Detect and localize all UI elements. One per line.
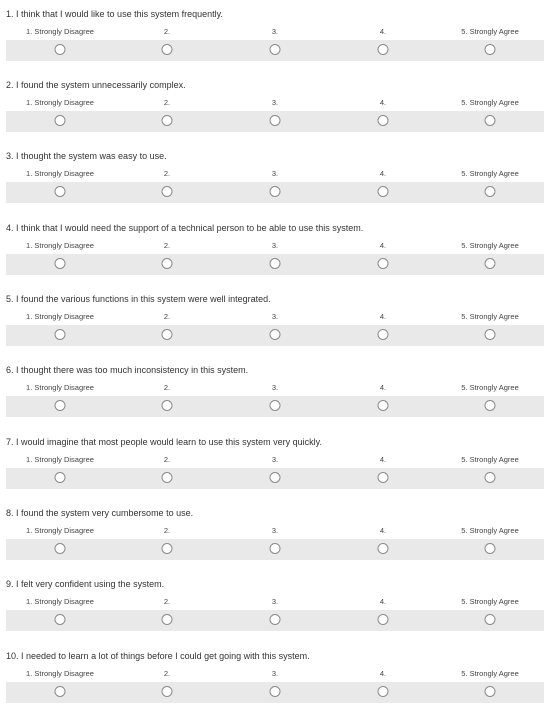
radio-row	[6, 539, 544, 560]
scale-labels	[0, 597, 550, 609]
radio-option-5[interactable]	[485, 44, 496, 55]
radio-option-4[interactable]	[378, 686, 389, 697]
radio-row	[6, 610, 544, 631]
question-block	[0, 364, 550, 428]
radio-option-5[interactable]	[485, 258, 496, 269]
radio-option-3[interactable]	[270, 44, 281, 55]
scale-label: 2.	[163, 526, 171, 535]
radio-option-2[interactable]	[162, 258, 173, 269]
scale-label: 1. Strongly Disagree	[26, 383, 94, 392]
radio-option-1[interactable]	[55, 686, 66, 697]
radio-option-5[interactable]	[485, 472, 496, 483]
scale-label: 2.	[163, 312, 171, 321]
radio-option-2[interactable]	[162, 614, 173, 625]
scale-label: 4.	[379, 597, 387, 606]
radio-option-1[interactable]	[55, 186, 66, 197]
radio-option-3[interactable]	[270, 186, 281, 197]
radio-option-5[interactable]	[485, 686, 496, 697]
radio-option-1[interactable]	[55, 115, 66, 126]
question-block	[0, 79, 550, 143]
radio-option-2[interactable]	[162, 400, 173, 411]
scale-labels	[0, 669, 550, 681]
scale-label: 1. Strongly Disagree	[26, 98, 94, 107]
scale-labels	[0, 98, 550, 110]
scale-label: 4.	[379, 27, 387, 36]
scale-label: 4.	[379, 526, 387, 535]
radio-option-5[interactable]	[485, 614, 496, 625]
question-block	[0, 650, 550, 714]
radio-option-3[interactable]	[270, 472, 281, 483]
question-text: 5. I found the various functions in this system were well integrated.	[6, 294, 271, 304]
scale-label: 3.	[271, 383, 279, 392]
radio-row	[6, 254, 544, 275]
scale-label: 3.	[271, 455, 279, 464]
scale-label: 5. Strongly Agree	[461, 27, 519, 36]
question-block	[0, 8, 550, 72]
scale-label: 1. Strongly Disagree	[26, 455, 94, 464]
scale-label: 3.	[271, 526, 279, 535]
scale-label: 2.	[163, 669, 171, 678]
question-text: 8. I found the system very cumbersome to use.	[6, 508, 194, 518]
scale-label: 2.	[163, 169, 171, 178]
radio-option-1[interactable]	[55, 329, 66, 340]
scale-label: 5. Strongly Agree	[461, 526, 519, 535]
radio-option-4[interactable]	[378, 186, 389, 197]
scale-label: 2.	[163, 98, 171, 107]
scale-label: 4.	[379, 669, 387, 678]
radio-option-3[interactable]	[270, 614, 281, 625]
radio-option-2[interactable]	[162, 115, 173, 126]
radio-option-1[interactable]	[55, 258, 66, 269]
radio-option-1[interactable]	[55, 614, 66, 625]
radio-row	[6, 682, 544, 703]
scale-label: 4.	[379, 169, 387, 178]
radio-row	[6, 40, 544, 61]
scale-label: 1. Strongly Disagree	[26, 312, 94, 321]
radio-option-4[interactable]	[378, 614, 389, 625]
scale-labels	[0, 169, 550, 181]
scale-label: 4.	[379, 98, 387, 107]
question-text: 3. I thought the system was easy to use.	[6, 151, 167, 161]
scale-label: 2.	[163, 383, 171, 392]
radio-option-3[interactable]	[270, 400, 281, 411]
scale-label: 2.	[163, 597, 171, 606]
scale-label: 1. Strongly Disagree	[26, 27, 94, 36]
question-block	[0, 222, 550, 286]
scale-label: 4.	[379, 383, 387, 392]
radio-option-1[interactable]	[55, 44, 66, 55]
scale-label: 1. Strongly Disagree	[26, 597, 94, 606]
question-block	[0, 507, 550, 571]
scale-label: 1. Strongly Disagree	[26, 169, 94, 178]
radio-row	[6, 396, 544, 417]
scale-label: 5. Strongly Agree	[461, 669, 519, 678]
radio-option-2[interactable]	[162, 543, 173, 554]
radio-option-1[interactable]	[55, 472, 66, 483]
radio-option-5[interactable]	[485, 115, 496, 126]
question-block	[0, 293, 550, 357]
radio-option-5[interactable]	[485, 400, 496, 411]
scale-labels	[0, 455, 550, 467]
scale-label: 3.	[271, 169, 279, 178]
scale-label: 5. Strongly Agree	[461, 169, 519, 178]
radio-option-4[interactable]	[378, 400, 389, 411]
scale-label: 4.	[379, 241, 387, 250]
radio-option-4[interactable]	[378, 44, 389, 55]
radio-option-4[interactable]	[378, 115, 389, 126]
scale-label: 4.	[379, 312, 387, 321]
question-text: 7. I would imagine that most people would learn to use this system very quickly.	[6, 437, 322, 447]
scale-label: 3.	[271, 27, 279, 36]
radio-option-4[interactable]	[378, 329, 389, 340]
scale-label: 5. Strongly Agree	[461, 98, 519, 107]
scale-label: 3.	[271, 597, 279, 606]
scale-label: 5. Strongly Agree	[461, 383, 519, 392]
question-text: 10. I needed to learn a lot of things before I could get going with this system.	[6, 651, 310, 661]
radio-option-3[interactable]	[270, 543, 281, 554]
scale-label: 5. Strongly Agree	[461, 312, 519, 321]
radio-option-2[interactable]	[162, 472, 173, 483]
radio-option-3[interactable]	[270, 329, 281, 340]
scale-label: 5. Strongly Agree	[461, 597, 519, 606]
radio-option-5[interactable]	[485, 543, 496, 554]
scale-label: 4.	[379, 455, 387, 464]
radio-row	[6, 182, 544, 203]
scale-label: 3.	[271, 98, 279, 107]
radio-option-5[interactable]	[485, 186, 496, 197]
radio-option-4[interactable]	[378, 258, 389, 269]
radio-option-3[interactable]	[270, 115, 281, 126]
radio-row	[6, 325, 544, 346]
radio-option-4[interactable]	[378, 472, 389, 483]
question-text: 1. I think that I would like to use this system frequently.	[6, 9, 223, 19]
scale-label: 1. Strongly Disagree	[26, 526, 94, 535]
scale-label: 3.	[271, 241, 279, 250]
scale-label: 5. Strongly Agree	[461, 455, 519, 464]
radio-row	[6, 111, 544, 132]
scale-labels	[0, 27, 550, 39]
scale-label: 1. Strongly Disagree	[26, 241, 94, 250]
radio-option-2[interactable]	[162, 329, 173, 340]
radio-option-2[interactable]	[162, 686, 173, 697]
radio-option-4[interactable]	[378, 543, 389, 554]
question-block	[0, 436, 550, 500]
radio-option-3[interactable]	[270, 258, 281, 269]
question-text: 6. I thought there was too much inconsistency in this system.	[6, 365, 249, 375]
scale-labels	[0, 383, 550, 395]
scale-label: 3.	[271, 669, 279, 678]
question-text: 4. I think that I would need the support of a technical person to be able to use this system.	[6, 223, 364, 233]
scale-label: 5. Strongly Agree	[461, 241, 519, 250]
scale-label: 1. Strongly Disagree	[26, 669, 94, 678]
radio-option-3[interactable]	[270, 686, 281, 697]
radio-option-1[interactable]	[55, 543, 66, 554]
question-block	[0, 150, 550, 214]
radio-row	[6, 468, 544, 489]
radio-option-2[interactable]	[162, 44, 173, 55]
radio-option-1[interactable]	[55, 400, 66, 411]
scale-label: 3.	[271, 312, 279, 321]
scale-label: 2.	[163, 455, 171, 464]
scale-labels	[0, 526, 550, 538]
question-block	[0, 578, 550, 642]
question-text: 9. I felt very confident using the system.	[6, 579, 165, 589]
question-text: 2. I found the system unnecessarily complex.	[6, 80, 186, 90]
scale-label: 2.	[163, 27, 171, 36]
scale-label: 2.	[163, 241, 171, 250]
radio-option-2[interactable]	[162, 186, 173, 197]
radio-option-5[interactable]	[485, 329, 496, 340]
scale-labels	[0, 312, 550, 324]
scale-labels	[0, 241, 550, 253]
